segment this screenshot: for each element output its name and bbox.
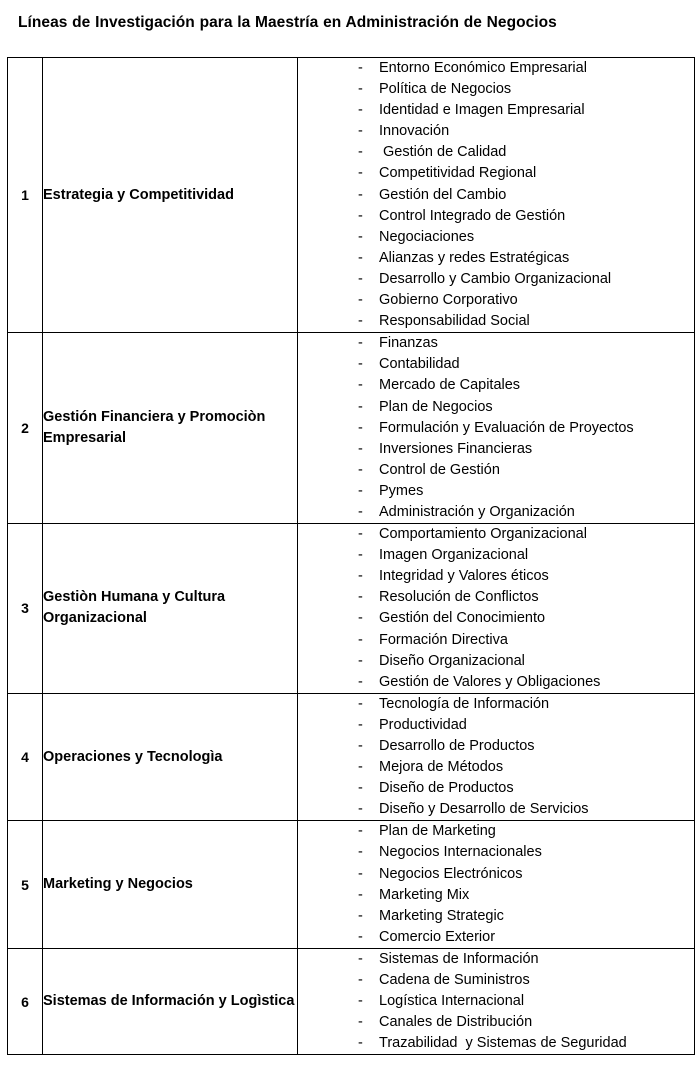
topic-text: Mejora de Métodos (379, 759, 504, 776)
line-topics-cell (298, 821, 695, 949)
line-topics-cell (298, 948, 695, 1054)
topic-text: Plan de Marketing (379, 823, 496, 840)
topic-text: Finanzas (379, 335, 438, 352)
bullet-dash: - (358, 886, 363, 903)
topic-item (298, 227, 694, 248)
topic-text: Productividad (379, 716, 467, 733)
topic-item (298, 375, 694, 396)
topic-item (298, 715, 694, 736)
bullet-dash: - (358, 228, 363, 245)
topic-text: Tecnología de Información (379, 695, 550, 712)
bullet-dash: - (358, 907, 363, 924)
document-title: Líneas de Investigación para la Maestría en Administración de Negocios (18, 14, 557, 31)
topic-text: Comportamiento Organizacional (379, 526, 587, 543)
topic-text: Negocios Electrónicos (379, 865, 523, 882)
bullet-dash: - (358, 972, 363, 989)
topic-item (298, 206, 694, 227)
topic-item (298, 502, 694, 523)
bullet-dash: - (358, 292, 363, 309)
bullet-dash: - (358, 377, 363, 394)
line-topics-cell (298, 333, 695, 524)
bullet-dash: - (358, 716, 363, 733)
research-line-row (8, 58, 695, 333)
topic-text: Logística Internacional (379, 993, 525, 1010)
topic-text: Responsabilidad Social (379, 313, 530, 330)
topic-item (298, 694, 694, 715)
topic-item (298, 949, 694, 970)
research-line-row (8, 333, 695, 524)
topic-item (298, 290, 694, 311)
bullet-dash: - (358, 780, 363, 797)
bullet-dash: - (358, 993, 363, 1010)
topic-text: Negocios Internacionales (379, 844, 542, 861)
topic-item (298, 1012, 694, 1033)
topic-text: Trazabilidad y Sistemas de Seguridad (379, 1035, 627, 1052)
topic-item (298, 460, 694, 481)
topic-item (298, 821, 694, 842)
topic-item (298, 311, 694, 332)
topic-item (298, 333, 694, 354)
topic-item (298, 608, 694, 629)
bullet-dash: - (358, 652, 363, 669)
topic-item (298, 651, 694, 672)
topic-text: Identidad e Imagen Empresarial (379, 102, 585, 119)
topic-text: Gestión de Valores y Obligaciones (379, 673, 601, 690)
topic-item (298, 418, 694, 439)
topic-text: Diseño y Desarrollo de Servicios (379, 801, 589, 818)
topic-item (298, 885, 694, 906)
bullet-dash: - (358, 547, 363, 564)
topic-item (298, 587, 694, 608)
topic-text: Diseño de Productos (379, 780, 514, 797)
bullet-dash: - (358, 60, 363, 76)
line-number: 6 (8, 948, 43, 1054)
topic-item (298, 630, 694, 651)
bullet-dash: - (358, 165, 363, 182)
topic-text: Resolución de Conflictos (379, 589, 539, 606)
topic-item (298, 79, 694, 100)
topic-item (298, 842, 694, 863)
topic-text: Gobierno Corporativo (379, 292, 518, 309)
topic-item (298, 163, 694, 184)
bullet-dash: - (358, 186, 363, 203)
bullet-dash: - (358, 844, 363, 861)
line-number: 3 (8, 524, 43, 694)
topic-text: Inversiones Financieras (379, 440, 533, 457)
topic-text: Control Integrado de Gestión (379, 207, 566, 224)
bullet-dash: - (358, 759, 363, 776)
topic-list (298, 333, 694, 523)
line-number: 2 (8, 333, 43, 524)
topic-list (298, 821, 694, 948)
topic-item (298, 248, 694, 269)
topic-item (298, 672, 694, 693)
bullet-dash: - (358, 356, 363, 373)
topic-item (298, 121, 694, 142)
topic-text: Formulación y Evaluación de Proyectos (379, 419, 634, 436)
topic-text: Marketing Strategic (379, 907, 504, 924)
topic-text: Administración y Organización (379, 503, 575, 520)
research-line-row (8, 524, 695, 694)
bullet-dash: - (358, 1014, 363, 1031)
topic-item (298, 269, 694, 290)
bullet-dash: - (358, 526, 363, 543)
bullet-dash: - (358, 695, 363, 712)
topic-text: Negociaciones (379, 228, 475, 245)
topic-text: Política de Negocios (379, 81, 512, 98)
topic-text: Formación Directiva (379, 631, 508, 648)
topic-list (298, 949, 694, 1054)
topic-text: Gestión del Cambio (379, 186, 507, 203)
topic-text: Contabilidad (379, 356, 460, 373)
research-lines-body (8, 58, 695, 1055)
topic-text: Desarrollo de Productos (379, 738, 535, 754)
research-lines-table (7, 57, 695, 1055)
topic-item (298, 58, 694, 79)
topic-text: Competitividad Regional (379, 165, 537, 182)
topic-text: Control de Gestión (379, 461, 500, 478)
topic-text: Comercio Exterior (379, 928, 496, 945)
line-number: 5 (8, 821, 43, 949)
line-topics-cell (298, 524, 695, 694)
bullet-dash: - (358, 207, 363, 224)
bullet-dash: - (358, 482, 363, 499)
bullet-dash: - (358, 589, 363, 606)
bullet-dash: - (358, 950, 363, 967)
topic-text: Pymes (379, 482, 424, 499)
bullet-dash: - (358, 461, 363, 478)
topic-text: Sistemas de Información (379, 950, 539, 967)
topic-text: Mercado de Capitales (379, 377, 521, 394)
bullet-dash: - (358, 503, 363, 520)
topic-list (298, 524, 694, 693)
topic-text: Diseño Organizacional (379, 652, 525, 669)
topic-text: Canales de Distribución (379, 1014, 533, 1031)
topic-item (298, 757, 694, 778)
bullet-dash: - (358, 568, 363, 585)
topic-text: Innovación (379, 123, 450, 140)
bullet-dash: - (358, 631, 363, 648)
research-line-row (8, 948, 695, 1054)
line-name: Operaciones y Tecnologìa (43, 693, 298, 821)
topic-item (298, 906, 694, 927)
topic-text: Desarrollo y Cambio Organizacional (379, 270, 612, 287)
topic-item (298, 991, 694, 1012)
topic-text: Marketing Mix (379, 886, 470, 903)
line-name: Sistemas de Información y Logìstica (43, 948, 298, 1054)
topic-item (298, 524, 694, 545)
topic-item (298, 566, 694, 587)
bullet-dash: - (358, 419, 363, 436)
topic-item (298, 142, 694, 163)
line-name: Marketing y Negocios (43, 821, 298, 949)
topic-text: Alianzas y redes Estratégicas (379, 249, 570, 266)
research-line-row (8, 821, 695, 949)
topic-text: Imagen Organizacional (379, 547, 529, 564)
bullet-dash: - (358, 1035, 363, 1052)
bullet-dash: - (358, 928, 363, 945)
bullet-dash: - (358, 738, 363, 754)
topic-list (298, 58, 694, 332)
bullet-dash: - (358, 440, 363, 457)
topic-text: Entorno Económico Empresarial (379, 60, 587, 76)
bullet-dash: - (358, 335, 363, 352)
bullet-dash: - (358, 144, 363, 161)
topic-item (298, 1033, 694, 1054)
bullet-dash: - (358, 801, 363, 818)
topic-text: Cadena de Suministros (379, 972, 530, 989)
bullet-dash: - (358, 673, 363, 690)
line-topics-cell (298, 693, 695, 821)
topic-item (298, 799, 694, 820)
bullet-dash: - (358, 249, 363, 266)
bullet-dash: - (358, 823, 363, 840)
topic-item (298, 439, 694, 460)
bullet-dash: - (358, 313, 363, 330)
line-name: Gestiòn Humana y Cultura Organizacional (43, 524, 298, 694)
topic-item (298, 736, 694, 757)
bullet-dash: - (358, 865, 363, 882)
topic-item (298, 864, 694, 885)
line-topics-cell (298, 58, 695, 333)
topic-text: Integridad y Valores éticos (379, 568, 549, 585)
line-number: 1 (8, 58, 43, 333)
topic-item (298, 354, 694, 375)
bullet-dash: - (358, 270, 363, 287)
bullet-dash: - (358, 81, 363, 98)
topic-text: Gestión del Conocimiento (379, 610, 546, 627)
line-number: 4 (8, 693, 43, 821)
line-name: Gestión Financiera y Promociòn Empresarial (43, 333, 298, 524)
topic-text: Gestión de Calidad (379, 144, 507, 161)
topic-item (298, 970, 694, 991)
research-line-row (8, 693, 695, 821)
topic-item (298, 100, 694, 121)
bullet-dash: - (358, 102, 363, 119)
bullet-dash: - (358, 610, 363, 627)
topic-item (298, 778, 694, 799)
bullet-dash: - (358, 398, 363, 415)
topic-item (298, 397, 694, 418)
line-name: Estrategia y Competitividad (43, 58, 298, 333)
topic-list (298, 694, 694, 821)
bullet-dash: - (358, 123, 363, 140)
topic-item (298, 927, 694, 948)
topic-item (298, 481, 694, 502)
topic-item (298, 185, 694, 206)
topic-text: Plan de Negocios (379, 398, 493, 415)
topic-item (298, 545, 694, 566)
